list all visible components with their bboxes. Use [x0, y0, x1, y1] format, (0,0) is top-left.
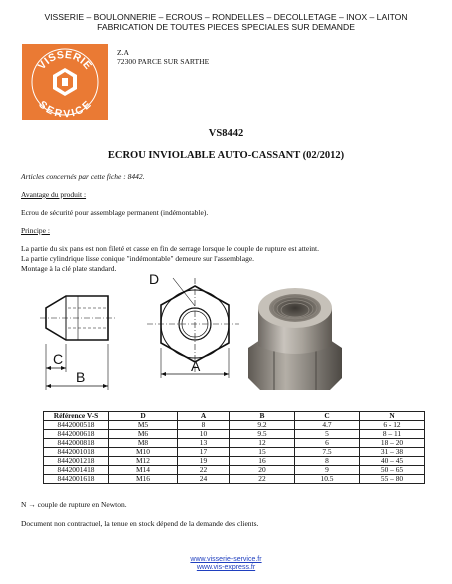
header-line-1: VISSERIE – BOULONNERIE – ECROUS – RONDELLES – DECOLLETAGE – INOX – LAITON: [44, 12, 408, 22]
table-row: [44, 457, 425, 466]
logo-bottom-text: SERVICE: [36, 98, 94, 120]
header-a: A: [178, 412, 230, 421]
specifications-table: [43, 411, 425, 484]
cell-b: 16: [230, 457, 295, 466]
cell-d: M8: [109, 439, 178, 448]
cell-c: 5: [295, 430, 360, 439]
cell-b: 15: [230, 448, 295, 457]
cell-d: M14: [109, 466, 178, 475]
cell-b: 20: [230, 466, 295, 475]
product-photo: [244, 282, 346, 400]
cell-ref: 8442000518: [44, 421, 109, 430]
dim-d-label: D: [149, 271, 160, 287]
footer-link-vis-express[interactable]: www.vis-express.fr: [196, 564, 256, 571]
address-line-1: Z.A: [117, 48, 130, 57]
header-line-2: FABRICATION DE TOUTES PIECES SPECIALES SUR DEMANDE: [97, 22, 355, 32]
table-row: [44, 448, 425, 457]
front-view-drawing: [143, 268, 243, 398]
cell-a: 19: [178, 457, 230, 466]
advantage-text: Ecrou de sécurité pour assemblage permanent (indémontable).: [21, 208, 209, 217]
cell-d: M10: [109, 448, 178, 457]
cell-c: 10.5: [295, 475, 360, 484]
table-row: [44, 430, 425, 439]
table-row: [44, 439, 425, 448]
company-logo: [22, 44, 108, 120]
product-title: ECROU INVIOLABLE AUTO-CASSANT (02/2012): [107, 150, 345, 161]
table-header-row: [44, 412, 425, 421]
cell-n: 6 - 12: [360, 421, 425, 430]
cell-n: 50 – 65: [360, 466, 425, 475]
header-n: N: [360, 412, 425, 421]
table-row: [44, 475, 425, 484]
cell-a: 13: [178, 439, 230, 448]
cell-ref: 8442000818: [44, 439, 109, 448]
cell-c: 6: [295, 439, 360, 448]
cell-d: M16: [109, 475, 178, 484]
advantage-heading: Avantage du produit :: [21, 190, 87, 199]
address-line-2: 72300 PARCE SUR SARTHE: [117, 57, 210, 66]
cell-n: 18 – 20: [360, 439, 425, 448]
cell-c: 4.7: [295, 421, 360, 430]
cell-n: 40 – 45: [360, 457, 425, 466]
footer-link-visserie-service[interactable]: www.visserie-service.fr: [190, 556, 262, 563]
cell-ref: 8442001218: [44, 457, 109, 466]
principle-line-2: La partie cylindrique lisse conique "indémontable" demeure sur l'assemblage.: [21, 254, 255, 263]
cell-b: 9.5: [230, 430, 295, 439]
cell-n: 55 – 80: [360, 475, 425, 484]
cell-a: 8: [178, 421, 230, 430]
cell-a: 22: [178, 466, 230, 475]
cell-c: 7.5: [295, 448, 360, 457]
cell-a: 24: [178, 475, 230, 484]
header-ref: Référence V-S: [44, 412, 109, 421]
breaking-torque-note: N → couple de rupture en Newton.: [21, 500, 127, 509]
cell-b: 22: [230, 475, 295, 484]
dim-c-label: C: [53, 351, 64, 367]
principle-line-1: La partie du six pans est non fileté et casse en fin de serrage lorsque le couple de rupture est atteint.: [21, 244, 320, 253]
cell-ref: 8442000618: [44, 430, 109, 439]
side-view-drawing: [38, 284, 118, 399]
cell-d: M5: [109, 421, 178, 430]
cell-d: M12: [109, 457, 178, 466]
articles-line: Articles concernés par cette fiche : 8442.: [21, 172, 145, 181]
cell-c: 8: [295, 457, 360, 466]
principle-heading: Principe :: [21, 226, 50, 235]
dim-a-label: A: [191, 358, 201, 374]
header-c: C: [295, 412, 360, 421]
cell-ref: 8442001018: [44, 448, 109, 457]
logo-top-text: VISSERIE: [35, 48, 95, 73]
cell-a: 17: [178, 448, 230, 457]
cell-ref: 8442001618: [44, 475, 109, 484]
product-reference: VS8442: [208, 128, 244, 139]
svg-text:SERVICE: [36, 99, 94, 120]
cell-ref: 8442001418: [44, 466, 109, 475]
table-row: [44, 421, 425, 430]
header-b: B: [230, 412, 295, 421]
principle-line-3: Montage à la clé plate standard.: [21, 264, 117, 273]
cell-b: 9.2: [230, 421, 295, 430]
cell-n: 8 – 11: [360, 430, 425, 439]
header-d: D: [109, 412, 178, 421]
disclaimer-note: Document non contractuel, la tenue en stock dépend de la demande des clients.: [21, 519, 259, 528]
dim-b-label: B: [76, 369, 86, 385]
table-row: [44, 466, 425, 475]
cell-d: M6: [109, 430, 178, 439]
cell-c: 9: [295, 466, 360, 475]
cell-b: 12: [230, 439, 295, 448]
logo-graphic: [22, 44, 108, 120]
cell-n: 31 – 38: [360, 448, 425, 457]
cell-a: 10: [178, 430, 230, 439]
